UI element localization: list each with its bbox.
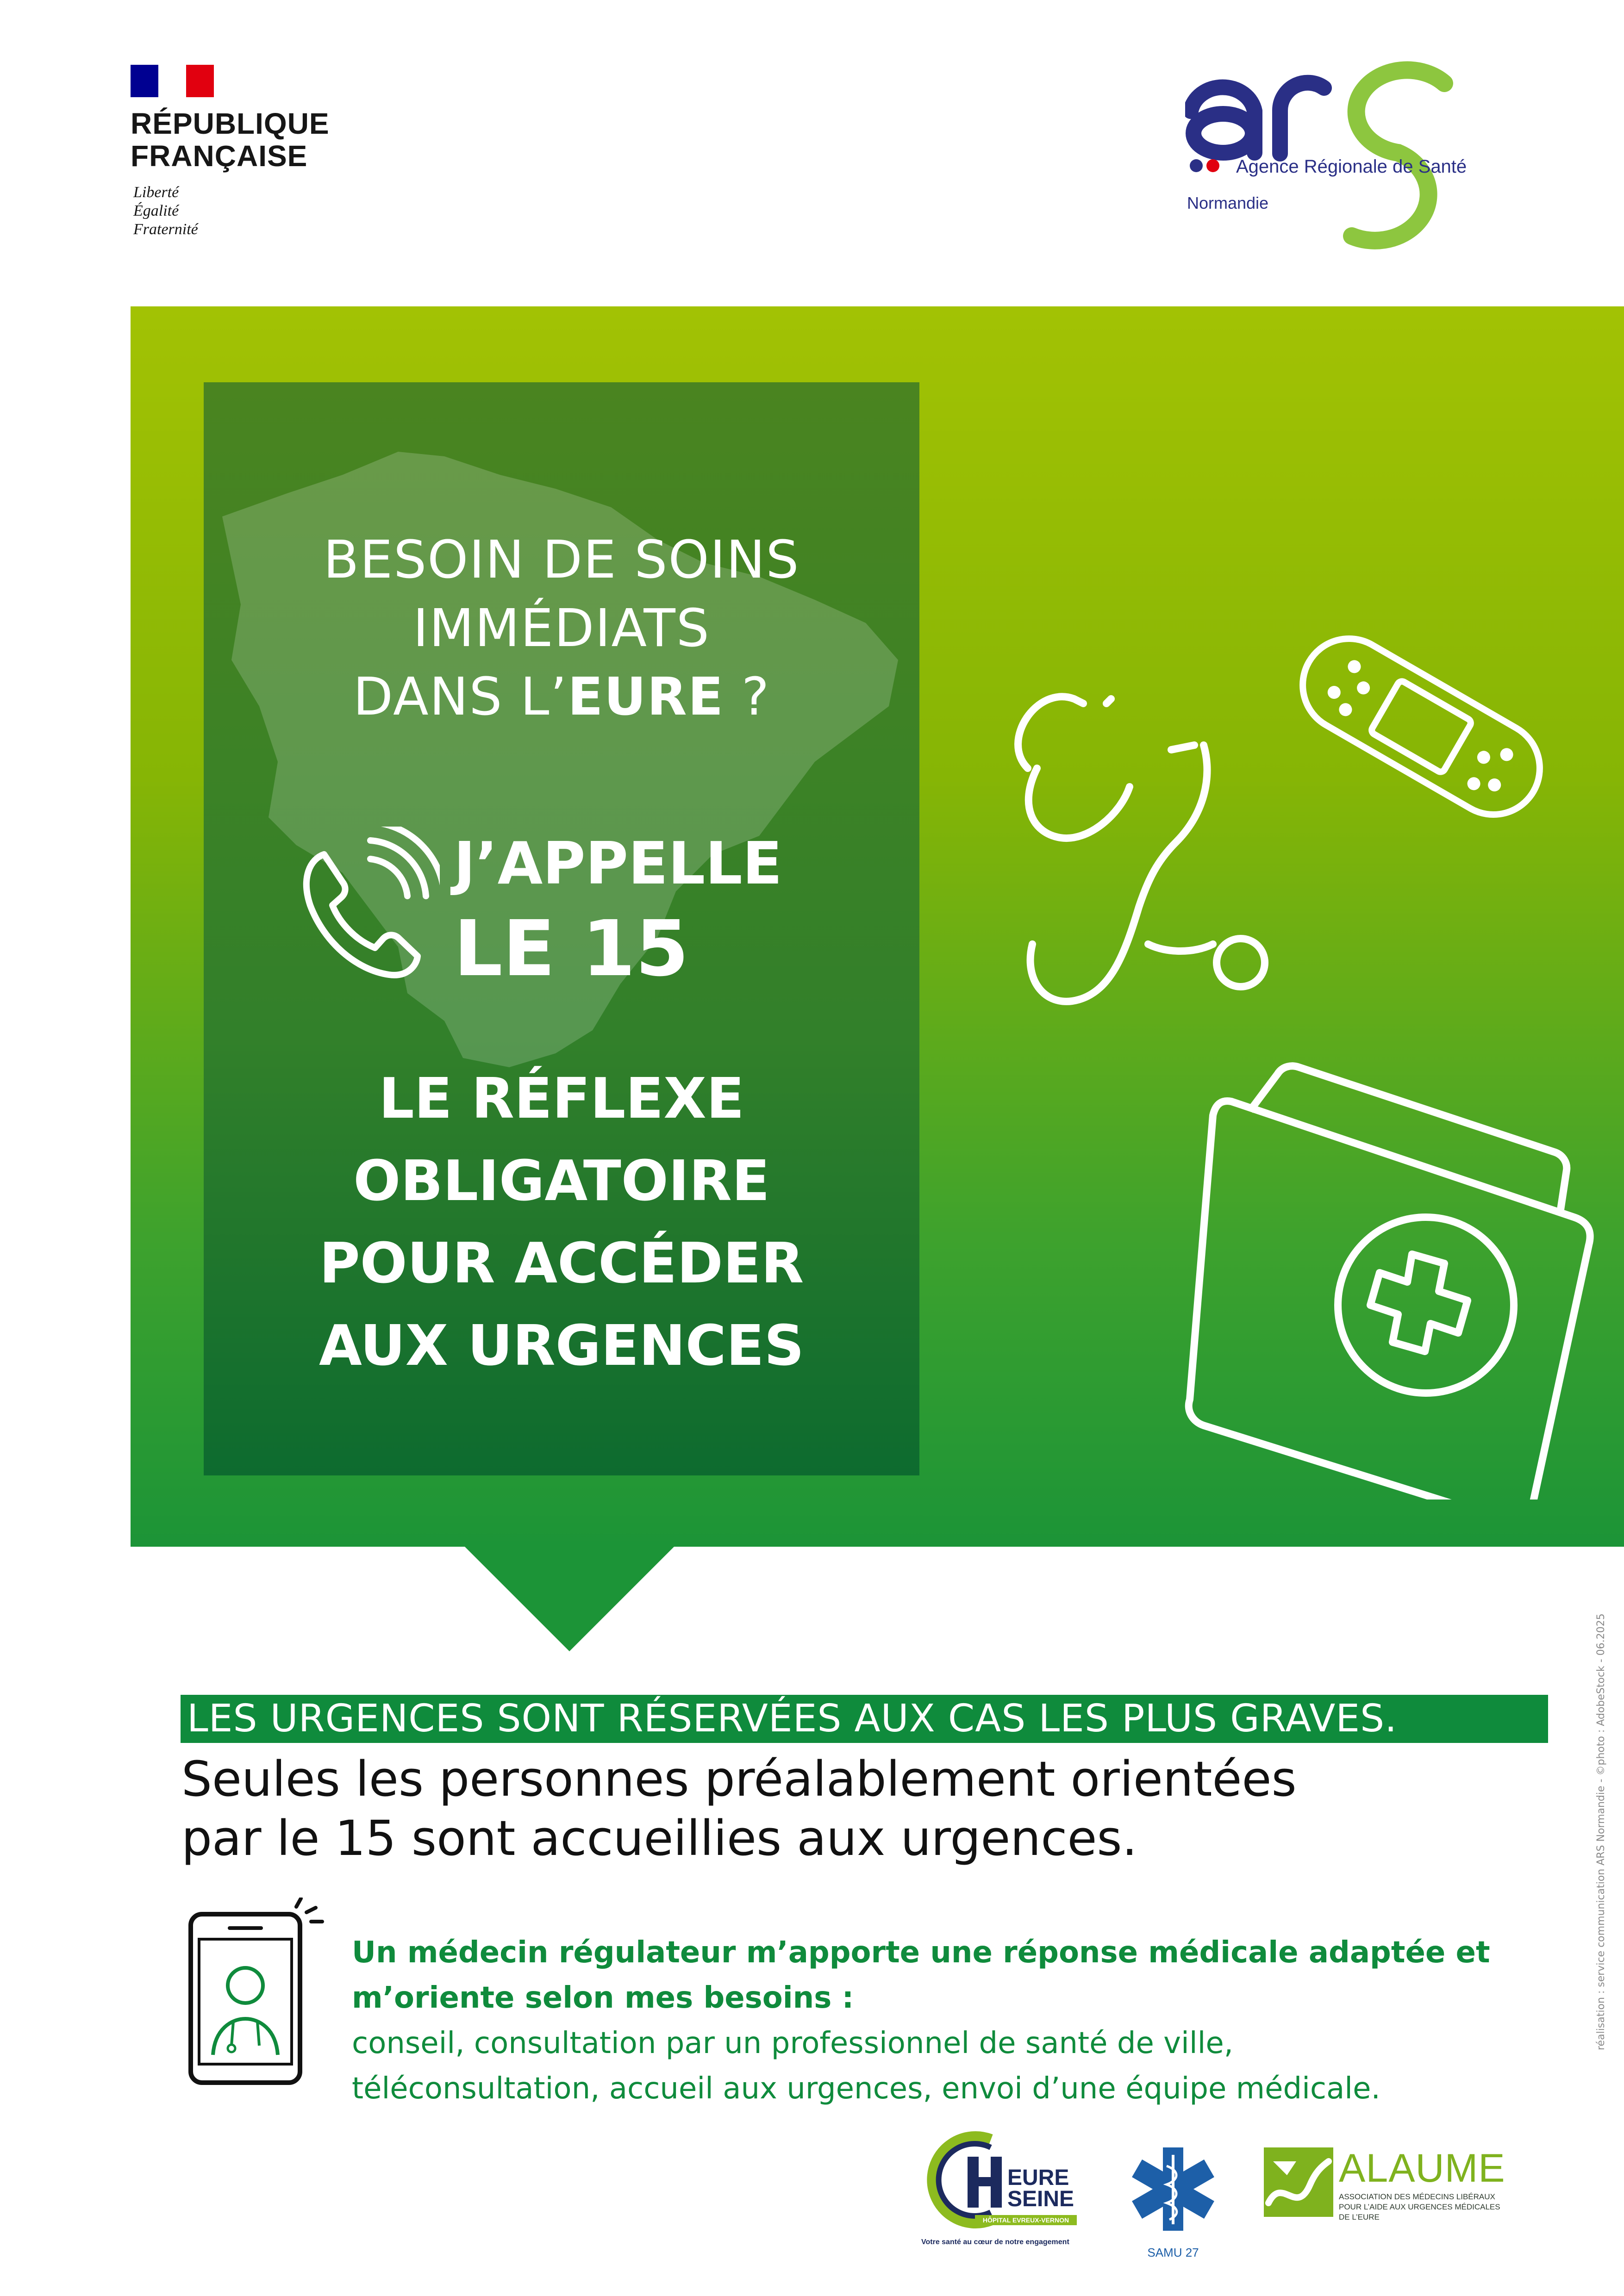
tablet-doctor-icon [185,1898,324,2092]
reflex-line3: POUR ACCÉDER [319,1232,804,1296]
question-line3-pre: DANS L’ [353,667,568,727]
republique-line2: FRANÇAISE [131,139,308,173]
alaume-name: ALAUME [1339,2146,1505,2190]
motto-liberte: Liberté [133,184,179,201]
call-line1: J’APPELLE [454,829,782,897]
urgences-banner: LES URGENCES SONT RÉSERVÉES AUX CAS LES PLUS GRAVES. [181,1695,1548,1743]
doctor-note-line3: conseil, consultation par un professionnel de santé de ville, [352,2026,1234,2060]
doctor-note-line1: Un médecin régulateur m’apporte une réponse médicale adaptée et [352,1935,1490,1970]
stethoscope-icon [1018,697,1265,1002]
ars-logo-mark [1185,56,1509,255]
ch-eure-seine-logo [921,2129,1106,2277]
message-panel [204,382,919,1475]
reflex-line2: OBLIGATOIRE [353,1149,770,1213]
doctor-note-line2: m’oriente selon mes besoins : [352,1981,854,2015]
reflex-line4: AUX URGENCES [319,1314,805,1378]
doctor-note [352,1930,1555,2111]
lead-text [181,1749,1524,1868]
motto-egalite: Égalité [133,202,179,219]
phone-icon [292,827,440,984]
question-line2: IMMÉDIATS [413,598,710,659]
star-of-life-icon [1131,2138,1215,2245]
french-flag-icon [131,65,214,97]
republique-motto [133,183,198,239]
speech-pointer [463,1545,676,1651]
question-line3-post: ? [724,667,770,727]
ch-eure-label: EURE [1007,2165,1069,2190]
medical-kit-icon [1189,1066,1590,1500]
bandage-icon [1286,622,1557,831]
samu-logo [1131,2138,1215,2277]
ars-logo [1185,56,1509,255]
lead-line1: Seules les personnes préalablement orientées [181,1751,1297,1807]
alaume-logo-mark [1264,2147,1333,2217]
question-eure: EURE [568,667,725,727]
republique-line1: RÉPUBLIQUE [131,107,330,140]
reflex-text [204,1058,919,1388]
question-text [204,526,919,731]
alaume-subtitle: ASSOCIATION DES MÉDECINS LIBÉRAUX POUR L’AIDE AUX URGENCES MÉDICALES DE L’EURE [1339,2192,1500,2221]
doctor-note-line4: téléconsultation, accueil aux urgences, envoi d’une équipe médicale. [352,2072,1380,2106]
alaume-logo [1264,2147,1505,2240]
motto-fraternite: Fraternité [133,221,198,238]
reflex-line1: LE RÉFLEXE [379,1067,744,1131]
production-credit: réalisation : service communication ARS Normandie - ©photo : AdobeStock - 06.2025 [1595,1613,1607,2050]
republique-name [131,107,330,172]
ars-region-name: Normandie [1187,193,1269,212]
ars-agency-name: Agence Régionale de Santé [1236,156,1467,177]
medical-icons [972,620,1624,1500]
question-line1: BESOIN DE SOINS [323,530,800,590]
ch-tagline: Votre santé au cœur de notre engagement [921,2238,1069,2246]
question-line3 [204,663,919,731]
lead-line2: par le 15 sont accueillies aux urgences. [181,1810,1137,1867]
samu-label: SAMU 27 [1147,2246,1199,2259]
ch-seine-label: SEINE [1007,2187,1074,2211]
call-text [454,827,782,998]
call-line2: LE 15 [454,904,689,994]
republique-francaise-logo [131,65,362,250]
ch-hospital-label: HÔPITAL EVREUX-VERNON [975,2215,1077,2225]
